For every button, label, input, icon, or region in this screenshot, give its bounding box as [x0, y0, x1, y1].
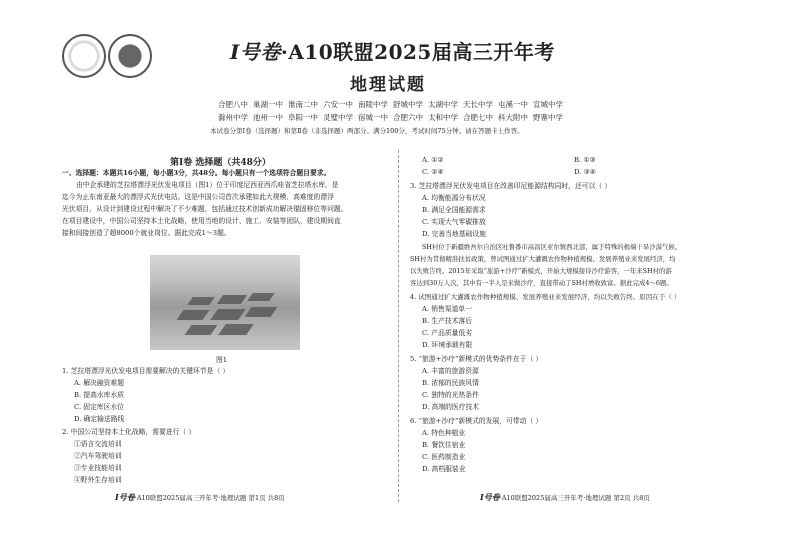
school: 天长中学 [463, 100, 493, 109]
footer-text: ·A10联盟2025届高三开年考·地理试题 第1页 共8页 [134, 494, 285, 502]
school: 灵璧中学 [323, 113, 353, 122]
exam-title [230, 36, 555, 65]
q2-option[interactable]: B. ①③ [574, 156, 596, 164]
section-heading: 第Ⅰ卷 选择题（共48分） [170, 158, 271, 168]
q4-option[interactable]: C. 产品质量低劣 [422, 329, 473, 337]
q2-option[interactable]: D. ③④ [574, 168, 596, 176]
passage-line: 在项目建设中，中国公司坚持本土化战略，使用当地的设计、施工、安装等团队，建设期间直 [62, 217, 341, 225]
school-list [218, 98, 578, 124]
q2-option[interactable]: C. ②④ [422, 168, 444, 176]
q1-option[interactable]: A. 解决融资难题 [74, 379, 125, 387]
q3-option[interactable]: A. 均衡能源分布状况 [422, 194, 486, 202]
q5-option[interactable]: A. 丰富的旅游资源 [422, 367, 479, 375]
school-seal-logo [62, 34, 106, 78]
q2-item: ③专业技能培训 [74, 464, 122, 472]
q6-option[interactable]: B. 餐饮住宿业 [422, 441, 466, 449]
q4-option[interactable]: B. 生产技术落后 [422, 317, 473, 325]
q4-option[interactable]: A. 销售渠道单一 [422, 305, 473, 313]
school: 野寨中学 [533, 113, 563, 122]
passage-line: SH村为贯彻精准扶贫政策，曾试图通过扩大灌溉农作物种植规模、发展养殖业来发展经济，均 [410, 255, 676, 263]
footer-brand: I号卷 [115, 492, 135, 502]
right-footer [480, 492, 650, 503]
school: 科大附中 [498, 113, 528, 122]
instructions: 一、选择题：本题共16小题，每小题3分，共48分。每小题只有一个选项符合题目要求。 [62, 169, 331, 177]
school: 合肥七中 [463, 113, 493, 122]
exam-title-text: ·A10联盟2025届高三开年考 [280, 40, 555, 64]
q1-option[interactable]: B. 提高水库水质 [74, 391, 125, 399]
school: 阜阳一中 [288, 113, 318, 122]
question-6-stem: 6. “旅游+沙疗”新模式的发展，可带动（ ） [410, 417, 543, 425]
passage-line: 接和间接创造了超8000个就业岗位。据此完成1～3题。 [62, 229, 231, 237]
school: 太和中学 [428, 113, 458, 122]
alliance-seal-logo [108, 34, 152, 78]
figure-caption: 图1 [216, 356, 228, 364]
passage-line: 以失败告终。2015年采取“旅游+沙疗”新模式，开始大规模接待沙疗游客，一年来SH村的游 [410, 267, 672, 275]
q2-item: ②汽车驾驶培训 [74, 452, 122, 460]
passage-line: 光伏项目，从设计到建设过程中解决了不少难题，包括通过技术创新成功解决锚固移位等问题。 [62, 205, 348, 213]
q6-option[interactable]: D. 高档服装业 [422, 465, 466, 473]
school: 合肥六中 [393, 113, 423, 122]
exam-subtitle: 地理试题 [350, 75, 426, 95]
q1-option[interactable]: C. 固定库区水位 [74, 403, 125, 411]
school: 六安一中 [323, 100, 353, 109]
q3-option[interactable]: C. 实现大气零碳排放 [422, 218, 486, 226]
footer-brand: I号卷 [480, 492, 500, 502]
school: 合肥八中 [218, 100, 248, 109]
question-5-stem: 5. “旅游+沙疗”新模式的优势条件在于（ ） [410, 355, 543, 363]
q5-option[interactable]: B. 浓郁的民族风情 [422, 379, 479, 387]
q6-option[interactable]: C. 医药制造业 [422, 453, 466, 461]
q2-item: ④野外生存培训 [74, 476, 122, 484]
passage-line: 客达到30万人次，其中有一半人是来做沙疗，直接带动了SH村增收致富。据此完成4～6题。 [410, 279, 673, 287]
q6-option[interactable]: A. 特色种植业 [422, 429, 466, 437]
question-1-stem: 1. 芝拉塔漂浮光伏发电项目需要解决的关键环节是（ ） [62, 367, 230, 375]
school: 南陵中学 [358, 100, 388, 109]
question-2-stem: 2. 中国公司坚持本土化战略，需要进行（ ） [62, 428, 196, 436]
exam-note: 本试卷分第Ⅰ卷（选择题）和第Ⅱ卷（非选择题）两部分。满分100分，考试时间75分钟。请在答题卡上作答。 [210, 127, 524, 135]
left-footer [115, 492, 285, 503]
school: 宣城中学 [533, 100, 563, 109]
q2-item: ①语言交流培训 [74, 440, 122, 448]
school: 舒城中学 [393, 100, 423, 109]
exam-brand: I号卷 [230, 40, 281, 64]
school: 巢湖一中 [253, 100, 283, 109]
school: 滁州中学 [218, 113, 248, 122]
q3-option[interactable]: B. 满足全国能源需求 [422, 206, 486, 214]
school: 宿城一中 [358, 113, 388, 122]
question-4-stem: 4. 试图通过扩大灌溉农作物种植规模、发展养殖业来发展经济，均以失败告终。原因在于（ ） [410, 293, 681, 301]
q5-option[interactable]: D. 高端的医疗技术 [422, 403, 480, 411]
q2-option[interactable]: A. ①② [422, 156, 444, 164]
q4-option[interactable]: D. 环境承载有限 [422, 341, 473, 349]
q3-option[interactable]: D. 完善当地基础设施 [422, 230, 486, 238]
q5-option[interactable]: C. 独特的光热条件 [422, 391, 479, 399]
floating-pv-photo [150, 255, 300, 350]
passage-line: SH村位于新疆维吾尔自治区吐鲁番市高昌区亚尔镇西北部，属于特殊的极端干旱沙漠气候。 [422, 243, 682, 251]
question-3-stem: 3. 芝拉塔漂浮光伏发电项目在改善印尼能源结构同时，还可以（ ） [410, 182, 612, 190]
school: 屯溪一中 [498, 100, 528, 109]
school: 淮南二中 [288, 100, 318, 109]
school: 太湖中学 [428, 100, 458, 109]
column-divider [398, 150, 399, 502]
q1-option[interactable]: D. 确定输送路线 [74, 415, 125, 423]
school: 池州一中 [253, 113, 283, 122]
passage-line: 迄今为止东南亚最大的漂浮式光伏电站。这是中国公司首次承建如此大规模、高难度的漂浮 [62, 193, 334, 201]
footer-text: ·A10联盟2025届高三开年考·地理试题 第2页 共8页 [499, 494, 650, 502]
passage-line: 由中企承建的芝拉塔漂浮光伏发电项目（图1）位于印度尼西亚西爪哇省芝拉塔水库，是 [76, 181, 339, 189]
